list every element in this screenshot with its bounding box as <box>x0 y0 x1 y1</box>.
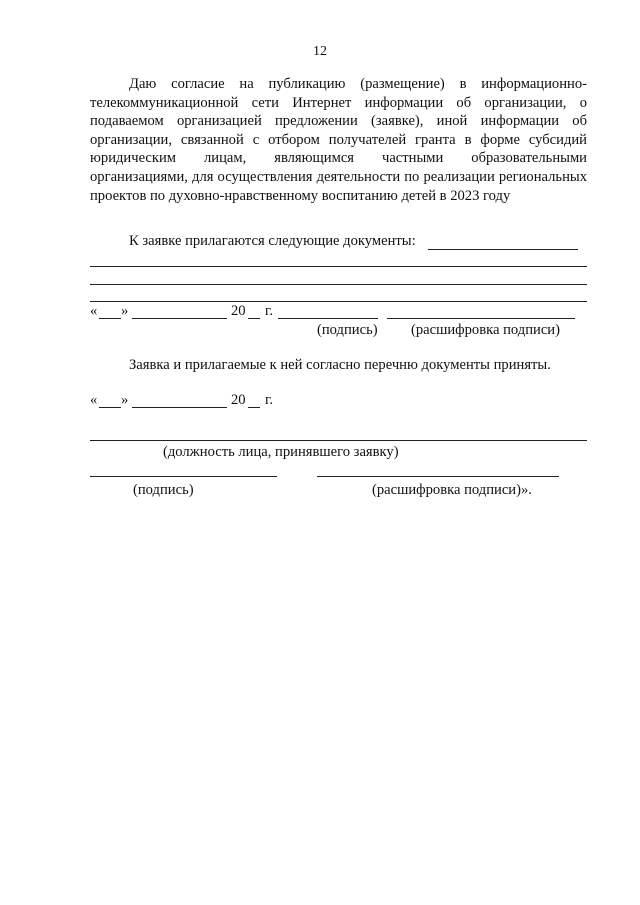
day-blank <box>99 318 121 319</box>
attachments-blank-line <box>428 249 578 250</box>
position-line <box>90 440 587 441</box>
attachments-label: К заявке прилагаются следующие документы: <box>129 233 416 249</box>
date-line-1 <box>90 303 590 323</box>
decryption-label: (расшифровка подписи) <box>411 322 560 338</box>
attachments-line-3 <box>90 301 587 302</box>
close-quote: » <box>121 392 129 408</box>
date-line-2 <box>90 392 390 412</box>
year-prefix: 20 <box>231 392 246 408</box>
signature-line-2 <box>90 476 277 477</box>
year-blank <box>248 318 260 319</box>
day-blank <box>99 407 121 408</box>
page-number: 12 <box>313 44 327 59</box>
year-suffix: г. <box>265 392 273 408</box>
signature-label-2: (подпись) <box>133 482 194 498</box>
consent-paragraph: Даю согласие на публикацию (размещение) в информационно-телекоммуникационной сети Интернет информации об организации, о подаваемом организацией предложении (заявке), иной информации об организации, связанной с отбором получателей гранта в форме субсидий юридическим лицам, являющимся частными образовательными организациями, для осуществления деятельности по реализации региональных проектов по духовно-нравственному воспитанию детей в 2023 году <box>90 76 587 204</box>
open-quote: « <box>90 392 98 408</box>
signature-label: (подпись) <box>317 322 378 338</box>
year-prefix: 20 <box>231 303 246 319</box>
attachments-line-1 <box>90 266 587 267</box>
month-blank <box>132 318 227 319</box>
signature-blank <box>278 318 378 319</box>
year-suffix: г. <box>265 303 273 319</box>
decryption-blank <box>387 318 575 319</box>
position-label: (должность лица, принявшего заявку) <box>163 444 399 460</box>
year-blank <box>248 407 260 408</box>
attachments-line-2 <box>90 284 587 285</box>
open-quote: « <box>90 303 98 319</box>
decryption-label-2: (расшифровка подписи)». <box>372 482 532 498</box>
accepted-text: Заявка и прилагаемые к ней согласно перечню документы приняты. <box>129 357 551 373</box>
decryption-line-2 <box>317 476 559 477</box>
month-blank <box>132 407 227 408</box>
close-quote: » <box>121 303 129 319</box>
